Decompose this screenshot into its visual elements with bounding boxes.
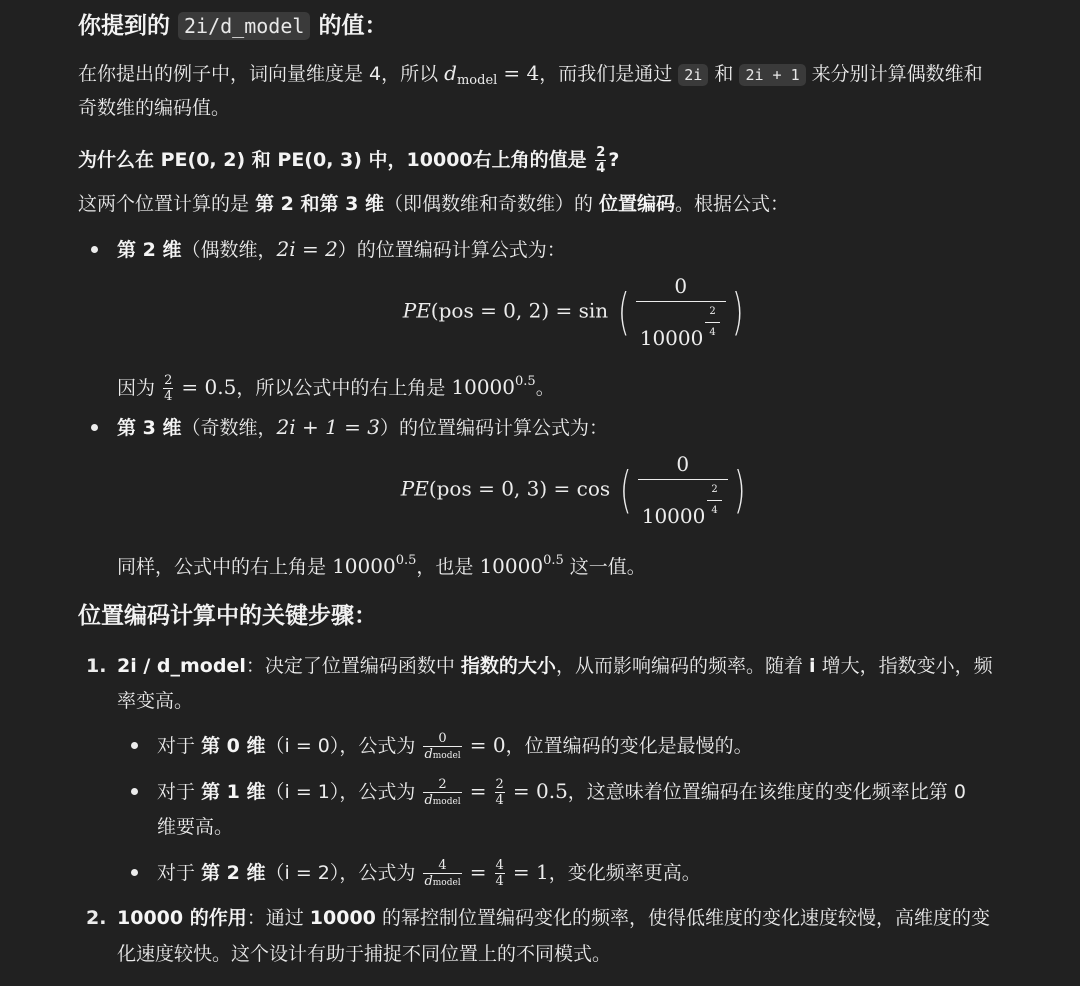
paragraph-intro-line1: 在你提出的例子中，词向量维度是 4，所以 $d_{model} = 4$，而我们是通过 2i 和 2i + 1 来分别计算偶数维和 xyxy=(78,61,983,88)
formula-cos: PE(pos = 0, 3) = cos ( 0 10000 $\frac{2}{4}$ ) xyxy=(400,452,746,528)
list-item-ratio: 2i / d_model：决定了位置编码函数中 指数的大小，从而影响编码的频率。随着 i 增大，指数变小，频 xyxy=(117,655,993,677)
bullet-dot xyxy=(131,788,138,795)
heading-why-exponent: 为什么在 PE(0, 2) 和 PE(0, 3) 中，10000右上角的值是 $\frac{2}{4}$ ? xyxy=(78,145,620,176)
bullet-dot xyxy=(91,424,98,431)
inline-code: 2i xyxy=(678,64,708,86)
sub-item-dim-0: 对于 第 0 维（i = 0），公式为 $\frac{0}{\text{dmodel}}$ = 0，位置编码的变化是最慢的。 xyxy=(157,731,753,762)
bullet-dot xyxy=(131,742,138,749)
sub-item-dim-1: 对于 第 1 维（i = 1），公式为 $\frac{2}{\text{dmodel}}$ = $\frac{2}{4}$ = 0.5，这意味着位置编码在该维度的变化频率比第 0 xyxy=(157,777,966,808)
paragraph-intro-line2: 奇数维的编码值。 xyxy=(78,97,231,119)
paragraph-explain: 这两个位置计算的是 第 2 和第 3 维（即偶数维和奇数维）的 位置编码。根据公式： xyxy=(78,193,790,215)
bullet-dot xyxy=(91,246,98,253)
list-marker: 1. xyxy=(86,655,107,677)
bullet-dim-2: 第 2 维（偶数维，2i = 2）的位置编码计算公式为： xyxy=(117,237,566,261)
list-marker: 2. xyxy=(86,907,107,929)
fraction: $\frac{2}{4}$ xyxy=(596,145,606,176)
sub-item-dim-1-line2: 维要高。 xyxy=(157,816,234,838)
sub-item-dim-2: 对于 第 2 维（i = 2），公式为 $\frac{4}{\text{dmodel}}$ = $\frac{4}{4}$ = 1，变化频率更高。 xyxy=(157,858,701,889)
list-item-10000: 10000 的作用：通过 10000 的幂控制位置编码变化的频率，使得低维度的变化速度较慢，高维度的变 xyxy=(117,907,990,929)
inline-code: 2i/d_model xyxy=(178,12,310,40)
list-item-10000-line2: 化速度较快。这个设计有助于捕捉不同位置上的不同模式。 xyxy=(117,943,612,965)
bullet-dot xyxy=(131,869,138,876)
note-exponent-1: 因为 $\frac{2}{4}$ = 0.5，所以公式中的右上角是 $10000^{0.5}$。 xyxy=(117,373,555,404)
bullet-dim-3: 第 3 维（奇数维，2i + 1 = 3）的位置编码计算公式为： xyxy=(117,415,608,439)
inline-code: 2i + 1 xyxy=(739,64,805,86)
formula-sin: PE(pos = 0, 2) = sin ( 0 10000 $\frac{2}{4}$ ) xyxy=(402,274,744,350)
list-item-ratio-line2: 率变高。 xyxy=(117,690,194,712)
heading-key-steps: 位置编码计算中的关键步骤： xyxy=(78,603,377,629)
note-exponent-2: 同样，公式中的右上角是 $10000^{0.5}$，也是 $10000^{0.5}$ 这一值。 xyxy=(117,553,646,578)
heading-value-of-ratio: 你提到的 2i/d_model 的值： xyxy=(78,13,388,39)
